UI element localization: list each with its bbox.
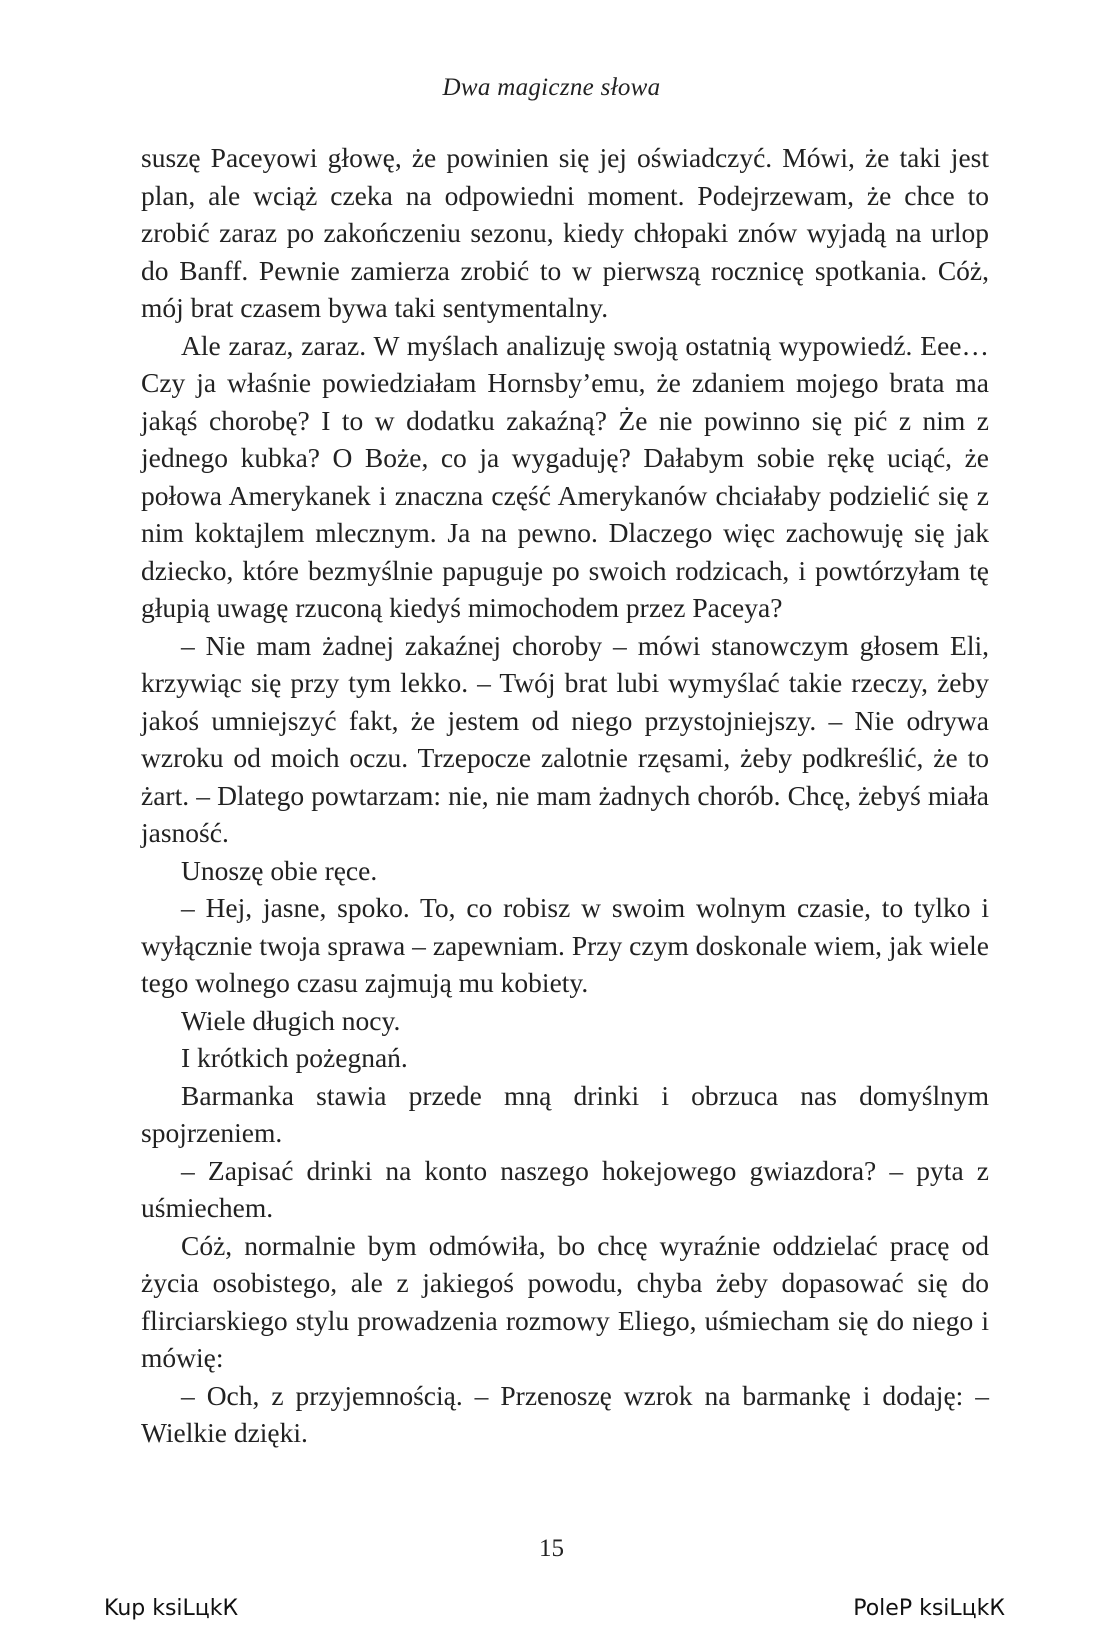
paragraph: Cóż, normalnie bym odmówiła, bo chcę wyraźnie oddzielać pracę od życia osobistego, ale z jakiegoś powodu, chyba żeby dopasować się do flirciarskiego stylu prowadzenia rozmowy Eliego, uśmiecham się do niego i mówię: bbox=[141, 1229, 989, 1373]
body-text bbox=[141, 139, 989, 1452]
paragraph: – Zapisać drinki na konto naszego hokejowego gwiazdora? – pyta z uśmiechem. bbox=[141, 1154, 989, 1223]
paragraph: Ale zaraz, zaraz. W myślach analizuję swoją ostatnią wypowiedź. Eee… Czy ja właśnie powiedziałam Hornsby’emu, że zdaniem mojego brata ma jakąś chorobę? I to w dodatku zakaźną? Że nie powinno się pić z nim z jednego kubka? O Boże, co ja wygaduję? Dałabym sobie rękę uciąć, że połowa Amerykanek i znaczna część Amerykanów chciałaby podzielić się z nim koktajlem mlecznym. Ja na pewno. Dlaczego więc zachowuję się jak dziecko, które bezmyślnie papuguje po swoich rodzicach, i powtórzyłam tę głupią uwagę rzuconą kiedyś mimochodem przez Paceya? bbox=[141, 329, 989, 623]
paragraph: Barmanka stawia przede mną drinki i obrzuca nas domyślnym spojrzeniem. bbox=[141, 1079, 989, 1148]
recommend-book-link[interactable]: PoleР ksiLцkК bbox=[853, 1596, 1005, 1621]
paragraph: Wiele długich nocy. bbox=[181, 1004, 401, 1036]
paragraph: – Och, z przyjemnością. – Przenoszę wzrok na barmankę i dodaję: – Wielkie dzięki. bbox=[141, 1379, 989, 1448]
paragraph: suszę Paceyowi głowę, że powinien się jej oświadczyć. Mówi, że taki jest plan, ale wciąż czeka na odpowiedni moment. Podejrzewam, że chce to zrobić zaraz po zakończeniu sezonu, kiedy chłopaki znów wyjadą na urlop do Banff. Pewnie zamierza zrobić to w pierwszą rocznicę spotkania. Cóż, mój brat czasem bywa taki sentymentalny. bbox=[141, 142, 989, 323]
paragraph: – Hej, jasne, spoko. To, co robisz w swoim wolnym czasie, to tylko i wyłącznie twoja sprawa – zapewniam. Przy czym doskonale wiem, jak wiele tego wolnego czasu zajmują mu kobiety. bbox=[141, 892, 989, 998]
paragraph: I krótkich pożegnań. bbox=[181, 1042, 408, 1073]
running-head: Dwa magiczne słowa bbox=[442, 74, 661, 101]
paragraph: Unoszę obie ręce. bbox=[181, 854, 378, 886]
buy-book-link[interactable]: Kup ksiLцkК bbox=[104, 1596, 239, 1621]
paragraph: – Nie mam żadnej zakaźnej choroby – mówi stanowczym głosem Eli, krzywiąc się przy tym lekko. – Twój brat lubi wymyślać takie rzeczy, żeby jakoś umniejszyć fakt, że jestem od niego przystojniejszy. – Nie odrywa wzroku od moich oczu. Trzepocze zalotnie rzęsami, żeby podkreślić, że to żart. – Dlatego powtarzam: nie, nie mam żadnych chorób. Chcę, żebyś miała jasność. bbox=[141, 629, 989, 848]
page-number: 15 bbox=[539, 1535, 564, 1562]
